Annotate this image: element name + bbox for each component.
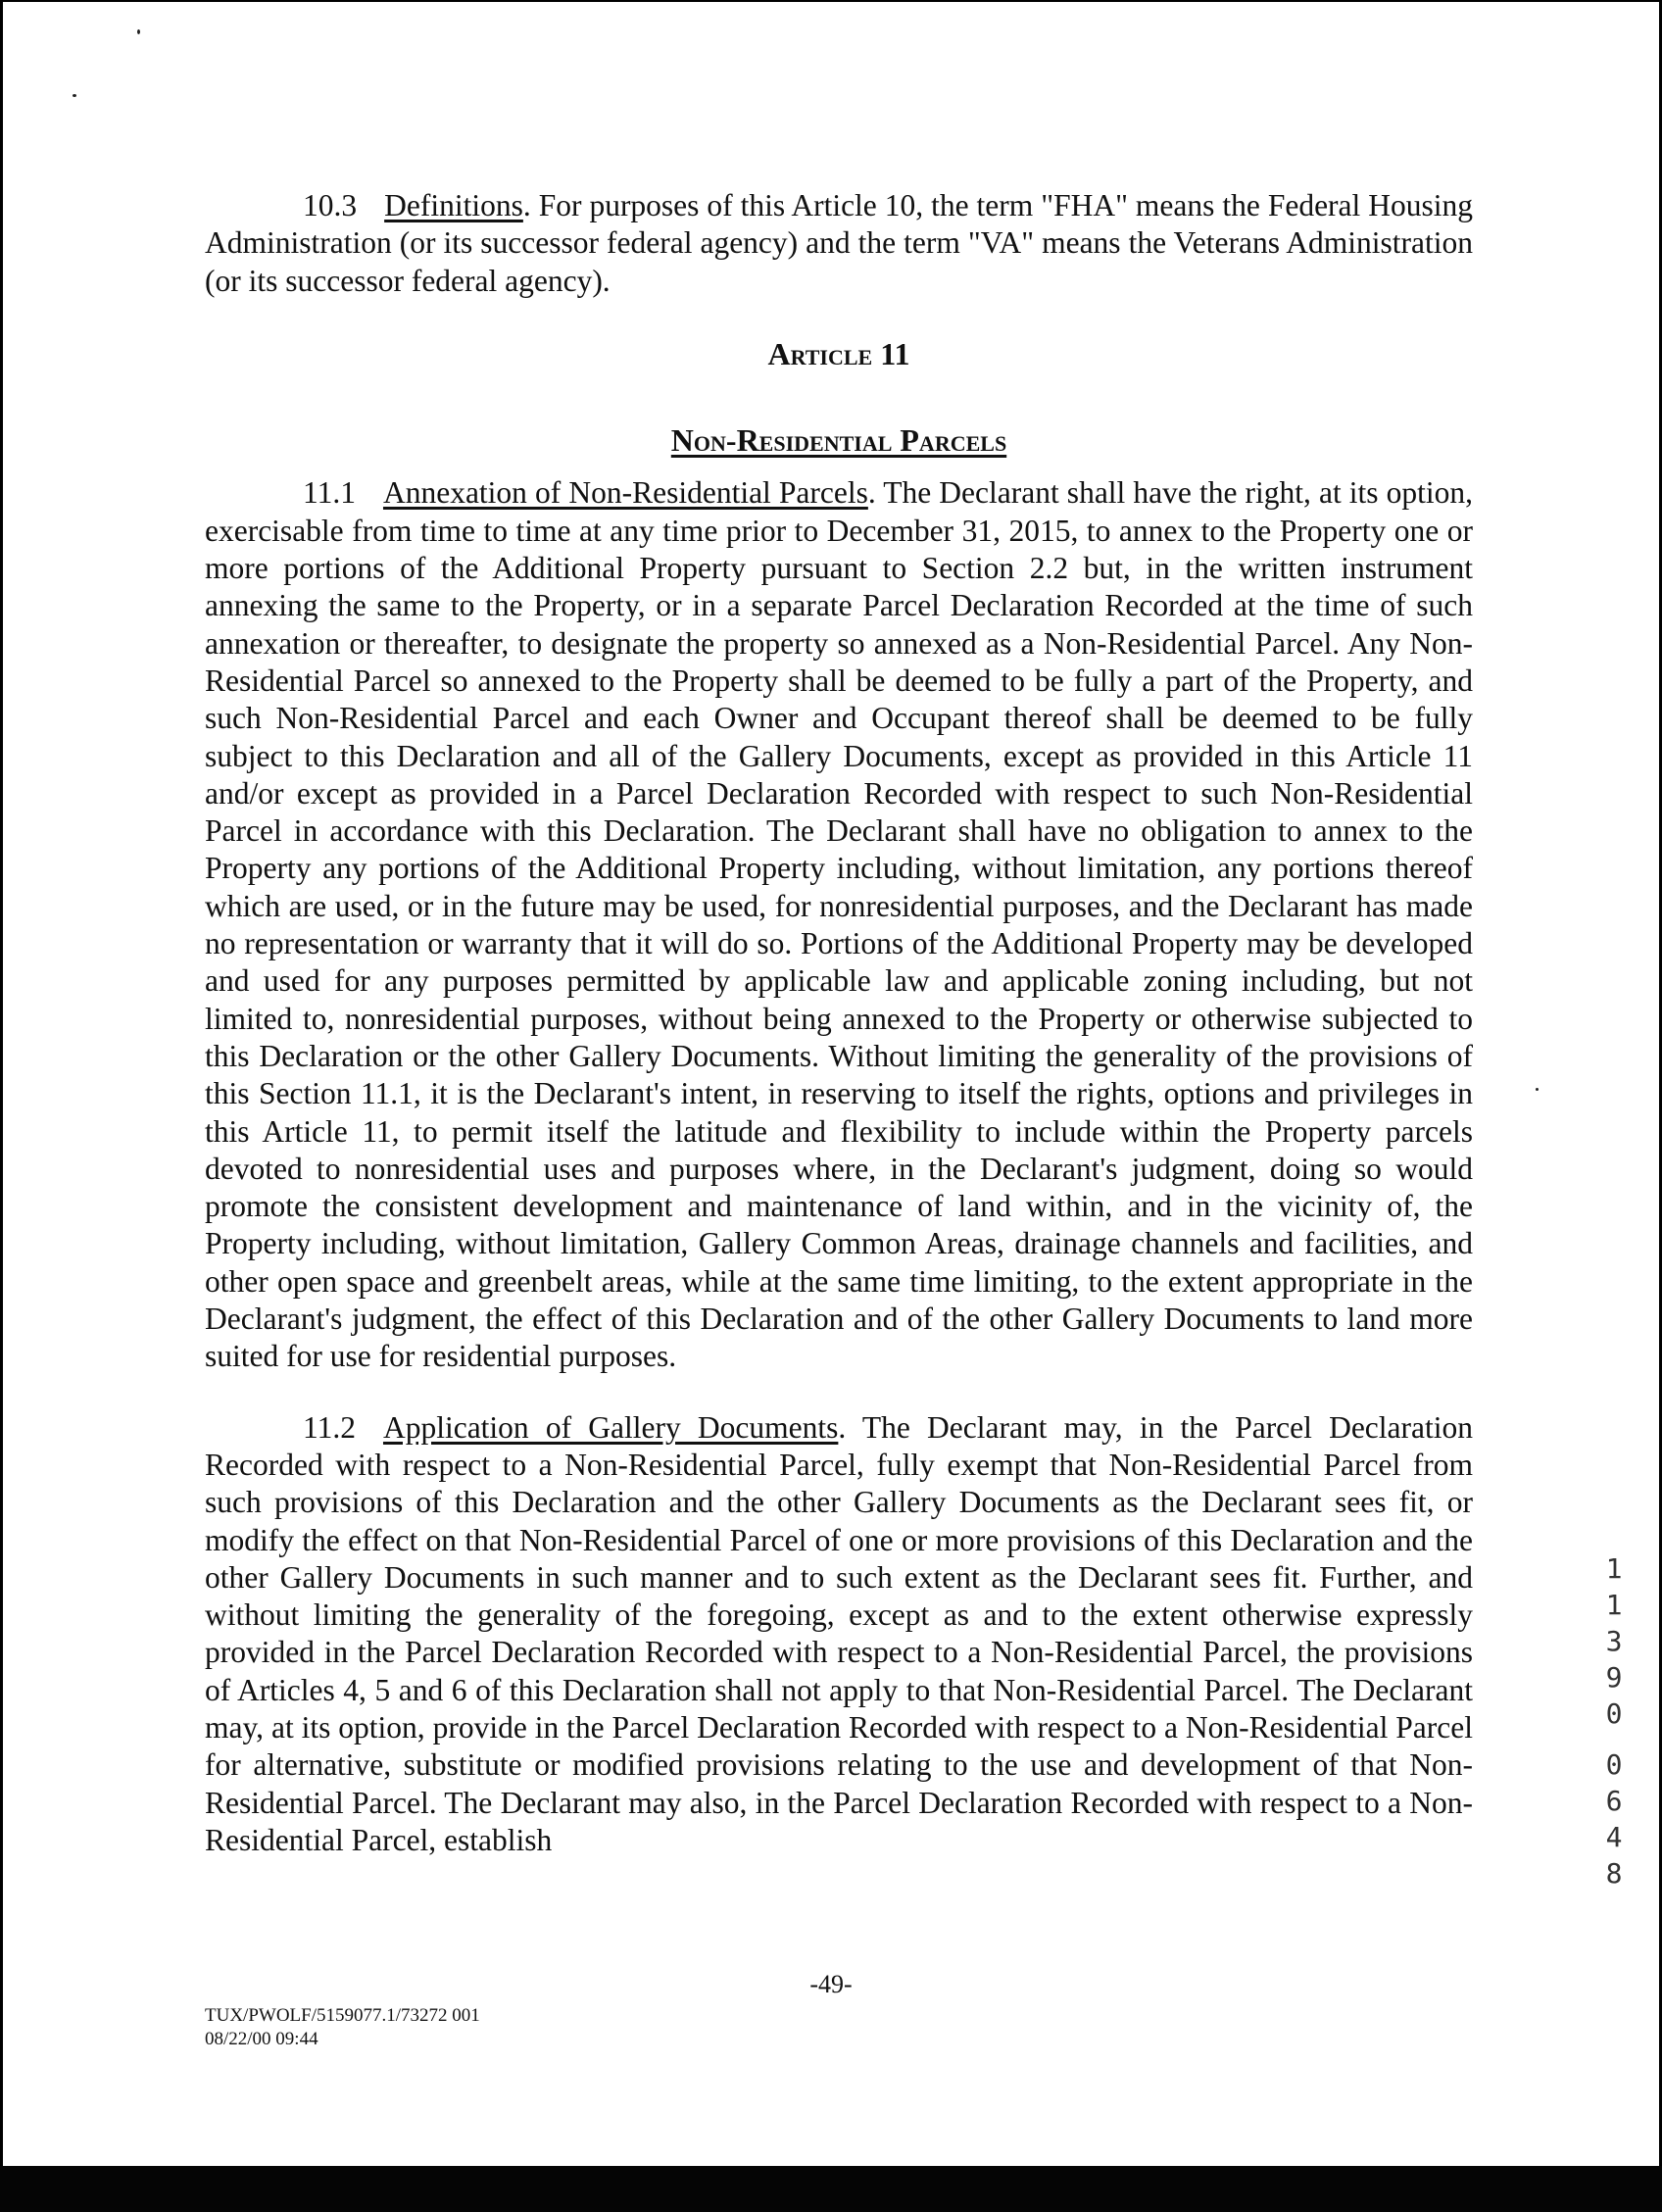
page-number: -49- xyxy=(809,1970,853,1998)
section-title: Annexation of Non-Residential Parcels xyxy=(382,475,868,511)
scan-speck xyxy=(73,94,76,97)
article-title: Article 11 xyxy=(767,335,910,371)
stamp-digit: 8 xyxy=(1605,1857,1623,1890)
scan-bottom-band xyxy=(0,2166,1662,2212)
section-10-3 xyxy=(205,187,1473,300)
stamp-digit: 0 xyxy=(1605,1748,1623,1781)
section-text: . The Declarant may, in the Parcel Declaration Recorded with respect to a Non-Residential Parcel, fully exempt that Non-Residential Parcel from such provisions of this Declaration and the other Gallery Documents as the Declarant sees fit, or modify the effect on that Non-Residential Parcel of one or more provisions of this Declaration and the other Gallery Documents in such manner and to such extent as the Declarant sees fit. Further, and without limiting the generality of the foregoing, except as and to the extent otherwise expressly provided in the Parcel Declaration Recorded with respect to a Non-Residential Parcel, the provisions of Articles 4, 5 and 6 of this Declaration shall not apply to that Non-Residential Parcel. The Declarant may, at its option, provide in the Parcel Declaration Recorded with respect to a Non-Residential Parcel for alternative, substitute or modified provisions relating to the use and development of that Non-Residential Parcel. The Declarant may also, in the Parcel Declaration Recorded with respect to a Non-Residential Parcel, establish xyxy=(205,1409,1473,1857)
document-id xyxy=(205,2004,480,2051)
section-number: 11.2 xyxy=(303,1409,356,1445)
document-id-line: TUX/PWOLF/5159077.1/73272 001 xyxy=(205,2005,480,2026)
stamp-digit: 1 xyxy=(1605,1552,1623,1585)
margin-stamp-lower xyxy=(1599,1746,1629,1892)
section-text: . For purposes of this Article 10, the term "FHA" means the Federal Housing Administration (or its successor federal agency) and the term "VA" means the Veterans Administration (or its successor federal agency). xyxy=(205,188,1473,298)
section-11-2 xyxy=(205,1409,1473,1860)
article-subtitle: Non-Residential Parcels xyxy=(670,422,1007,459)
stamp-digit: 1 xyxy=(1605,1589,1623,1621)
stamp-digit: 4 xyxy=(1605,1821,1623,1853)
margin-stamp-upper xyxy=(1599,1550,1629,1732)
section-title: Definitions xyxy=(384,188,523,222)
section-number: 11.1 xyxy=(303,475,356,511)
stamp-digit: 9 xyxy=(1605,1661,1623,1694)
stamp-digit: 0 xyxy=(1605,1697,1623,1730)
section-text: . The Declarant shall have the right, at its option, exercisable from time to time at any time prior to December 31, 2015, to annex to the Property one or more portions of the Additional Property pursuant to Section 2.2 but, in the written instrument annexing the same to the Property, or in a separate Parcel Declaration Recorded at the time of such annexation or thereafter, to designate the property so annexed as a Non-Residential Parcel. Any Non-Residential Parcel so annexed to the Property shall be deemed to be fully a part of the Property, and such Non-Residential Parcel and each Owner and Occupant thereof shall be deemed to be fully subject to this Declaration and all of the Gallery Documents, except as provided in this Article 11 and/or except as provided in a Parcel Declaration Recorded with respect to such Non-Residential Parcel in accordance with this Declaration. The Declarant shall have no obligation to annex to the Property any portions of the Additional Property including, without limitation, any portions thereof which are used, or in the future may be used, for nonresidential purposes, and the Declarant has made no representation or warranty that it will do so. Portions of the Additional Property may be developed and used for any purposes permitted by applicable law and applicable zoning including, but not limited to, nonresidential purposes, without being annexed to the Property or otherwise subjected to this Declaration or the other Gallery Documents. Without limiting the generality of the provisions of this Section 11.1, it is the Declarant's intent, in reserving to itself the rights, options and privileges in this Article 11, to permit itself the latitude and flexibility to include within the Property parcels devoted to nonresidential uses and purposes where, in the Declarant's judgment, doing so would promote the consistent development and maintenance of land within, and in the vicinity of, the Property including, without limitation, Gallery Common Areas, drainage channels and facilities, and other open space and greenbelt areas, while at the same time limiting, to the extent appropriate in the Declarant's judgment, the effect of this Declaration and of the other Gallery Documents to land more suited for use for residential purposes. xyxy=(205,475,1474,1374)
section-title: Application of Gallery Documents xyxy=(382,1409,839,1445)
scan-speck xyxy=(1536,1088,1539,1091)
section-number: 10.3 xyxy=(303,188,358,222)
document-body xyxy=(205,187,1473,1859)
section-11-1 xyxy=(205,474,1473,1375)
stamp-digit: 3 xyxy=(1605,1625,1623,1657)
page-border-left xyxy=(0,0,3,2212)
page-border-top xyxy=(0,0,1662,2)
scan-speck xyxy=(137,29,140,34)
stamp-digit: 6 xyxy=(1605,1785,1623,1817)
document-date-line: 08/22/00 09:44 xyxy=(205,2029,318,2049)
